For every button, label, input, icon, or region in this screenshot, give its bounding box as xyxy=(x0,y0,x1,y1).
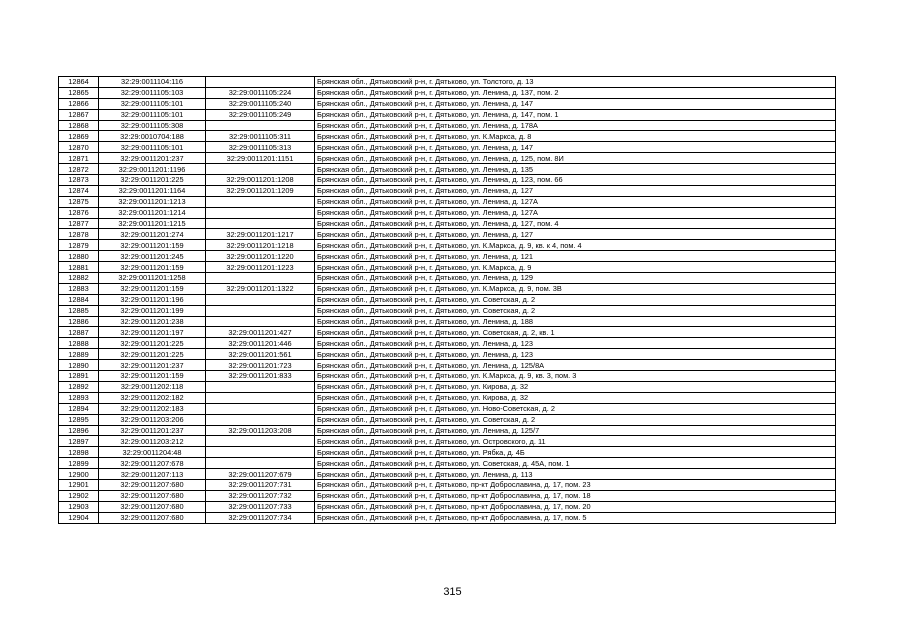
row-number-cell: 12876 xyxy=(59,207,99,218)
address-cell: Брянская обл., Дятьковский р-н, г. Дятьково, ул. Кирова, д. 32 xyxy=(315,392,836,403)
row-number-cell: 12895 xyxy=(59,414,99,425)
row-number-cell: 12882 xyxy=(59,273,99,284)
related-cadastral-number-cell: 32:29:0011207:731 xyxy=(206,479,315,490)
related-cadastral-number-cell: 32:29:0011207:733 xyxy=(206,501,315,512)
related-cadastral-number-cell: 32:29:0011201:1223 xyxy=(206,262,315,273)
row-number-cell: 12880 xyxy=(59,251,99,262)
table-row xyxy=(59,185,836,196)
address-cell: Брянская обл., Дятьковский р-н, г. Дятьково, ул. Ленина, д. 147 xyxy=(315,98,836,109)
related-cadastral-number-cell: 32:29:0011203:208 xyxy=(206,425,315,436)
row-number-cell: 12891 xyxy=(59,371,99,382)
cadastral-number-cell: 32:29:0011105:101 xyxy=(99,109,206,120)
cadastral-number-cell: 32:29:0010704:188 xyxy=(99,131,206,142)
address-cell: Брянская обл., Дятьковский р-н, г. Дятьково, ул. Ленина, д. 178А xyxy=(315,120,836,131)
related-cadastral-number-cell: 32:29:0011105:240 xyxy=(206,98,315,109)
address-cell: Брянская обл., Дятьковский р-н, г. Дятьково, ул. Ленина, д. 127 xyxy=(315,185,836,196)
related-cadastral-number-cell xyxy=(206,196,315,207)
table-row xyxy=(59,469,836,480)
row-number-cell: 12903 xyxy=(59,501,99,512)
table-row xyxy=(59,153,836,164)
table-row xyxy=(59,207,836,218)
related-cadastral-number-cell: 32:29:0011201:1220 xyxy=(206,251,315,262)
address-cell: Брянская обл., Дятьковский р-н, г. Дятьково, ул. Ленина, д. 113 xyxy=(315,469,836,480)
table-row xyxy=(59,338,836,349)
cadastral-number-cell: 32:29:0011207:678 xyxy=(99,458,206,469)
address-cell: Брянская обл., Дятьковский р-н, г. Дятьково, ул. Ленина, д. 123 xyxy=(315,338,836,349)
related-cadastral-number-cell: 32:29:0011105:311 xyxy=(206,131,315,142)
table-row xyxy=(59,501,836,512)
row-number-cell: 12867 xyxy=(59,109,99,120)
row-number-cell: 12896 xyxy=(59,425,99,436)
related-cadastral-number-cell: 32:29:0011105:313 xyxy=(206,142,315,153)
address-cell: Брянская обл., Дятьковский р-н, г. Дятьково, ул. Ленина, д. 147, пом. 1 xyxy=(315,109,836,120)
row-number-cell: 12894 xyxy=(59,403,99,414)
address-cell: Брянская обл., Дятьковский р-н, г. Дятьково, ул. Ленина, д. 147 xyxy=(315,142,836,153)
row-number-cell: 12884 xyxy=(59,294,99,305)
related-cadastral-number-cell: 32:29:0011201:1208 xyxy=(206,175,315,186)
table-row xyxy=(59,381,836,392)
address-cell: Брянская обл., Дятьковский р-н, г. Дятьково, ул. Ново-Советская, д. 2 xyxy=(315,403,836,414)
row-number-cell: 12873 xyxy=(59,175,99,186)
row-number-cell: 12890 xyxy=(59,360,99,371)
table-row xyxy=(59,218,836,229)
cadastral-number-cell: 32:29:0011202:183 xyxy=(99,403,206,414)
row-number-cell: 12897 xyxy=(59,436,99,447)
table-row xyxy=(59,77,836,88)
table-row xyxy=(59,283,836,294)
table-row xyxy=(59,131,836,142)
address-cell: Брянская обл., Дятьковский р-н, г. Дятьково, ул. Советская, д. 45А, пом. 1 xyxy=(315,458,836,469)
table-row xyxy=(59,327,836,338)
address-cell: Брянская обл., Дятьковский р-н, г. Дятьково, ул. Ленина, д. 125/8А xyxy=(315,360,836,371)
related-cadastral-number-cell: 32:29:0011201:446 xyxy=(206,338,315,349)
table-row xyxy=(59,479,836,490)
related-cadastral-number-cell xyxy=(206,392,315,403)
cadastral-number-cell: 32:29:0011201:237 xyxy=(99,153,206,164)
cadastral-number-cell: 32:29:0011202:118 xyxy=(99,381,206,392)
related-cadastral-number-cell xyxy=(206,305,315,316)
row-number-cell: 12877 xyxy=(59,218,99,229)
table-row xyxy=(59,120,836,131)
address-cell: Брянская обл., Дятьковский р-н, г. Дятьково, пр-кт Доброславина, д. 17, пом. 18 xyxy=(315,490,836,501)
address-cell: Брянская обл., Дятьковский р-н, г. Дятьково, ул. Ленина, д. 188 xyxy=(315,316,836,327)
property-registry-table xyxy=(58,76,836,524)
address-cell: Брянская обл., Дятьковский р-н, г. Дятьково, ул. Кирова, д. 32 xyxy=(315,381,836,392)
cadastral-number-cell: 32:29:0011201:199 xyxy=(99,305,206,316)
related-cadastral-number-cell: 32:29:0011201:1217 xyxy=(206,229,315,240)
table-row xyxy=(59,349,836,360)
row-number-cell: 12902 xyxy=(59,490,99,501)
address-cell: Брянская обл., Дятьковский р-н, г. Дятьково, ул. Советская, д. 2, кв. 1 xyxy=(315,327,836,338)
table-row xyxy=(59,142,836,153)
related-cadastral-number-cell xyxy=(206,414,315,425)
address-cell: Брянская обл., Дятьковский р-н, г. Дятьково, пр-кт Доброславина, д. 17, пом. 5 xyxy=(315,512,836,523)
cadastral-number-cell: 32:29:0011201:225 xyxy=(99,349,206,360)
address-cell: Брянская обл., Дятьковский р-н, г. Дятьково, ул. Ленина, д. 127А xyxy=(315,207,836,218)
related-cadastral-number-cell xyxy=(206,207,315,218)
address-cell: Брянская обл., Дятьковский р-н, г. Дятьково, ул. К.Маркса, д. 8 xyxy=(315,131,836,142)
cadastral-number-cell: 32:29:0011201:238 xyxy=(99,316,206,327)
table-row xyxy=(59,425,836,436)
cadastral-number-cell: 32:29:0011201:1164 xyxy=(99,185,206,196)
table-row xyxy=(59,273,836,284)
table-row xyxy=(59,251,836,262)
row-number-cell: 12904 xyxy=(59,512,99,523)
related-cadastral-number-cell xyxy=(206,316,315,327)
related-cadastral-number-cell xyxy=(206,77,315,88)
table-row xyxy=(59,98,836,109)
table-row xyxy=(59,305,836,316)
related-cadastral-number-cell: 32:29:0011201:427 xyxy=(206,327,315,338)
related-cadastral-number-cell xyxy=(206,294,315,305)
related-cadastral-number-cell: 32:29:0011201:1322 xyxy=(206,283,315,294)
related-cadastral-number-cell: 32:29:0011201:833 xyxy=(206,371,315,382)
row-number-cell: 12898 xyxy=(59,447,99,458)
table-row xyxy=(59,175,836,186)
table-row xyxy=(59,240,836,251)
related-cadastral-number-cell xyxy=(206,447,315,458)
address-cell: Брянская обл., Дятьковский р-н, г. Дятьково, ул. Ленина, д. 127 xyxy=(315,229,836,240)
table-row xyxy=(59,392,836,403)
address-cell: Брянская обл., Дятьковский р-н, г. Дятьково, ул. Ленина, д. 127А xyxy=(315,196,836,207)
address-cell: Брянская обл., Дятьковский р-н, г. Дятьково, ул. Ленина, д. 127, пом. 4 xyxy=(315,218,836,229)
row-number-cell: 12889 xyxy=(59,349,99,360)
cadastral-number-cell: 32:29:0011201:1215 xyxy=(99,218,206,229)
row-number-cell: 12869 xyxy=(59,131,99,142)
row-number-cell: 12874 xyxy=(59,185,99,196)
address-cell: Брянская обл., Дятьковский р-н, г. Дятьково, ул. Ленина, д. 129 xyxy=(315,273,836,284)
row-number-cell: 12879 xyxy=(59,240,99,251)
related-cadastral-number-cell xyxy=(206,436,315,447)
address-cell: Брянская обл., Дятьковский р-н, г. Дятьково, ул. К.Маркса, д. 9, кв. к 4, пом. 4 xyxy=(315,240,836,251)
cadastral-number-cell: 32:29:0011201:225 xyxy=(99,338,206,349)
cadastral-number-cell: 32:29:0011201:196 xyxy=(99,294,206,305)
row-number-cell: 12900 xyxy=(59,469,99,480)
table-row xyxy=(59,490,836,501)
related-cadastral-number-cell: 32:29:0011201:1209 xyxy=(206,185,315,196)
address-cell: Брянская обл., Дятьковский р-н, г. Дятьково, ул. Ленина, д. 123, пом. 66 xyxy=(315,175,836,186)
cadastral-number-cell: 32:29:0011207:680 xyxy=(99,479,206,490)
table-row xyxy=(59,371,836,382)
cadastral-number-cell: 32:29:0011201:237 xyxy=(99,425,206,436)
address-cell: Брянская обл., Дятьковский р-н, г. Дятьково, ул. Советская, д. 2 xyxy=(315,305,836,316)
cadastral-number-cell: 32:29:0011105:101 xyxy=(99,98,206,109)
cadastral-number-cell: 32:29:0011207:680 xyxy=(99,501,206,512)
row-number-cell: 12887 xyxy=(59,327,99,338)
cadastral-number-cell: 32:29:0011201:1213 xyxy=(99,196,206,207)
cadastral-number-cell: 32:29:0011201:159 xyxy=(99,371,206,382)
table-row xyxy=(59,164,836,175)
table-row xyxy=(59,436,836,447)
related-cadastral-number-cell: 32:29:0011201:1151 xyxy=(206,153,315,164)
row-number-cell: 12881 xyxy=(59,262,99,273)
row-number-cell: 12878 xyxy=(59,229,99,240)
related-cadastral-number-cell: 32:29:0011105:224 xyxy=(206,87,315,98)
cadastral-number-cell: 32:29:0011201:225 xyxy=(99,175,206,186)
cadastral-number-cell: 32:29:0011104:116 xyxy=(99,77,206,88)
row-number-cell: 12872 xyxy=(59,164,99,175)
table-row xyxy=(59,294,836,305)
row-number-cell: 12870 xyxy=(59,142,99,153)
cadastral-number-cell: 32:29:0011201:159 xyxy=(99,240,206,251)
table-row xyxy=(59,316,836,327)
cadastral-number-cell: 32:29:0011105:308 xyxy=(99,120,206,131)
address-cell: Брянская обл., Дятьковский р-н, г. Дятьково, ул. Ленина, д. 137, пом. 2 xyxy=(315,87,836,98)
row-number-cell: 12875 xyxy=(59,196,99,207)
cadastral-number-cell: 32:29:0011105:101 xyxy=(99,142,206,153)
related-cadastral-number-cell: 32:29:0011201:1218 xyxy=(206,240,315,251)
cadastral-number-cell: 32:29:0011105:103 xyxy=(99,87,206,98)
cadastral-number-cell: 32:29:0011201:1214 xyxy=(99,207,206,218)
row-number-cell: 12866 xyxy=(59,98,99,109)
address-cell: Брянская обл., Дятьковский р-н, г. Дятьково, ул. Рябка, д. 4Б xyxy=(315,447,836,458)
table-row xyxy=(59,196,836,207)
related-cadastral-number-cell xyxy=(206,273,315,284)
cadastral-number-cell: 32:29:0011201:245 xyxy=(99,251,206,262)
cadastral-number-cell: 32:29:0011207:680 xyxy=(99,512,206,523)
row-number-cell: 12865 xyxy=(59,87,99,98)
cadastral-number-cell: 32:29:0011201:1196 xyxy=(99,164,206,175)
address-cell: Брянская обл., Дятьковский р-н, г. Дятьково, пр-кт Доброславина, д. 17, пом. 23 xyxy=(315,479,836,490)
address-cell: Брянская обл., Дятьковский р-н, г. Дятьково, ул. Советская, д. 2 xyxy=(315,294,836,305)
related-cadastral-number-cell xyxy=(206,403,315,414)
table-row xyxy=(59,414,836,425)
table-row xyxy=(59,360,836,371)
address-cell: Брянская обл., Дятьковский р-н, г. Дятьково, ул. Ленина, д. 123 xyxy=(315,349,836,360)
row-number-cell: 12888 xyxy=(59,338,99,349)
cadastral-number-cell: 32:29:0011207:680 xyxy=(99,490,206,501)
row-number-cell: 12886 xyxy=(59,316,99,327)
related-cadastral-number-cell: 32:29:0011207:734 xyxy=(206,512,315,523)
cadastral-number-cell: 32:29:0011201:237 xyxy=(99,360,206,371)
related-cadastral-number-cell xyxy=(206,164,315,175)
row-number-cell: 12864 xyxy=(59,77,99,88)
address-cell: Брянская обл., Дятьковский р-н, г. Дятьково, ул. Ленина, д. 121 xyxy=(315,251,836,262)
cadastral-number-cell: 32:29:0011201:159 xyxy=(99,283,206,294)
row-number-cell: 12868 xyxy=(59,120,99,131)
address-cell: Брянская обл., Дятьковский р-н, г. Дятьково, ул. К.Маркса, д. 9, пом. 3В xyxy=(315,283,836,294)
row-number-cell: 12871 xyxy=(59,153,99,164)
cadastral-number-cell: 32:29:0011201:1258 xyxy=(99,273,206,284)
table-row xyxy=(59,87,836,98)
related-cadastral-number-cell: 32:29:0011105:249 xyxy=(206,109,315,120)
address-cell: Брянская обл., Дятьковский р-н, г. Дятьково, ул. К.Маркса, д. 9, кв. 3, пом. 3 xyxy=(315,371,836,382)
cadastral-number-cell: 32:29:0011203:206 xyxy=(99,414,206,425)
table-row xyxy=(59,512,836,523)
related-cadastral-number-cell xyxy=(206,381,315,392)
table-row xyxy=(59,262,836,273)
row-number-cell: 12892 xyxy=(59,381,99,392)
row-number-cell: 12901 xyxy=(59,479,99,490)
table-body xyxy=(59,77,836,524)
page-number: 315 xyxy=(443,586,462,598)
address-cell: Брянская обл., Дятьковский р-н, г. Дятьково, ул. Ленина, д. 135 xyxy=(315,164,836,175)
address-cell: Брянская обл., Дятьковский р-н, г. Дятьково, пр-кт Доброславина, д. 17, пом. 20 xyxy=(315,501,836,512)
row-number-cell: 12893 xyxy=(59,392,99,403)
related-cadastral-number-cell: 32:29:0011207:732 xyxy=(206,490,315,501)
cadastral-number-cell: 32:29:0011201:159 xyxy=(99,262,206,273)
cadastral-number-cell: 32:29:0011203:212 xyxy=(99,436,206,447)
table-row xyxy=(59,229,836,240)
row-number-cell: 12899 xyxy=(59,458,99,469)
address-cell: Брянская обл., Дятьковский р-н, г. Дятьково, ул. Островского, д. 11 xyxy=(315,436,836,447)
address-cell: Брянская обл., Дятьковский р-н, г. Дятьково, ул. К.Маркса, д. 9 xyxy=(315,262,836,273)
cadastral-number-cell: 32:29:0011201:197 xyxy=(99,327,206,338)
table-row xyxy=(59,109,836,120)
cadastral-number-cell: 32:29:0011202:182 xyxy=(99,392,206,403)
related-cadastral-number-cell xyxy=(206,218,315,229)
address-cell: Брянская обл., Дятьковский р-н, г. Дятьково, ул. Ленина, д. 125/7 xyxy=(315,425,836,436)
cadastral-number-cell: 32:29:0011201:274 xyxy=(99,229,206,240)
related-cadastral-number-cell xyxy=(206,458,315,469)
related-cadastral-number-cell: 32:29:0011201:723 xyxy=(206,360,315,371)
cadastral-number-cell: 32:29:0011207:113 xyxy=(99,469,206,480)
related-cadastral-number-cell xyxy=(206,120,315,131)
related-cadastral-number-cell: 32:29:0011201:561 xyxy=(206,349,315,360)
table-row xyxy=(59,447,836,458)
row-number-cell: 12885 xyxy=(59,305,99,316)
address-cell: Брянская обл., Дятьковский р-н, г. Дятьково, ул. Толстого, д. 13 xyxy=(315,77,836,88)
address-cell: Брянская обл., Дятьковский р-н, г. Дятьково, ул. Советская, д. 2 xyxy=(315,414,836,425)
address-cell: Брянская обл., Дятьковский р-н, г. Дятьково, ул. Ленина, д. 125, пом. 8И xyxy=(315,153,836,164)
related-cadastral-number-cell: 32:29:0011207:679 xyxy=(206,469,315,480)
cadastral-number-cell: 32:29:0011204:48 xyxy=(99,447,206,458)
table-row xyxy=(59,458,836,469)
table-row xyxy=(59,403,836,414)
row-number-cell: 12883 xyxy=(59,283,99,294)
